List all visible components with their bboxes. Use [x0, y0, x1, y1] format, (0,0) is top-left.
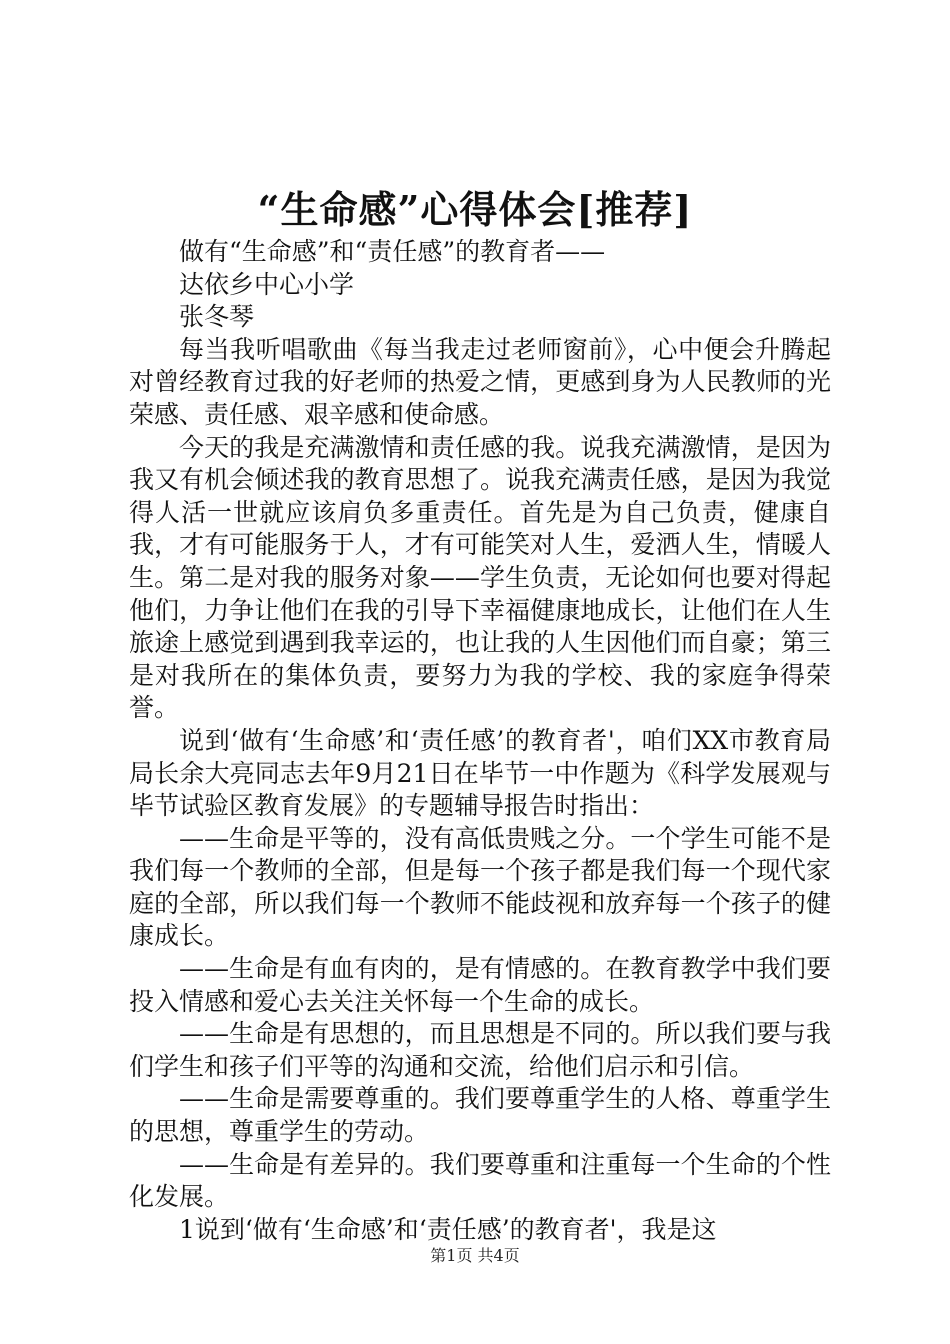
- school-line: 达依乡中心小学: [179, 269, 355, 299]
- paragraph: ——生命是有思想的，而且思想是不同的。所以我们要与我们学生和孩子们平等的沟通和交流，给他们启示和引信。: [129, 1019, 831, 1081]
- paragraph: ——生命是需要尊重的。我们要尊重学生的人格、尊重学生的思想，尊重学生的劳动。: [129, 1084, 831, 1147]
- paragraph: 每当我听唱歌曲《每当我走过老师窗前》，心中便会升腾起对曾经教育过我的好老师的热爱之情，更感到身为人民教师的光荣感、责任感、艰辛感和使命感。: [129, 334, 831, 429]
- document-title: “生命感”心得体会[推荐]: [257, 187, 693, 232]
- subtitle-line: 做有“生命感”和“责任感”的教育者——: [179, 237, 606, 266]
- paragraph: 1说到‘做有‘生命感’和‘责任感’的教育者'，我是这: [179, 1214, 717, 1244]
- paragraph: ——生命是有血有肉的，是有情感的。在教育教学中我们要投入情感和爱心去关注关怀每一个生命的成长。: [129, 954, 831, 1016]
- paragraph: ——生命是平等的，没有高低贵贱之分。一个学生可能不是我们每一个教师的全部，但是每一个孩子都是我们每一个现代家庭的全部，所以我们每一个教师不能歧视和放弃每一个孩子的健康成长。: [129, 823, 831, 951]
- paragraph: ——生命是有差异的。我们要尊重和注重每一个生命的个性化发展。: [129, 1149, 831, 1212]
- author-line: 张冬琴: [179, 302, 255, 332]
- document-body: [129, 236, 831, 1246]
- page-number-footer: 第1页 共4页: [430, 1246, 520, 1265]
- paragraph: 今天的我是充满激情和责任感的我。说我充满激情，是因为我又有机会倾述我的教育思想了。说我充满责任感，是因为我觉得人活一世就应该肩负多重责任。首先是为自己负责，健康自我，才有可能服务于人，才有可能笑对人生，爱洒人生，情暖人生。第二是对我的服务对象——学生负责，无论如何也要对得起他们，力争让他们在我的引导下幸福健康地成长，让他们在人生旅途上感觉到遇到我幸运的，也让我的人生因他们而自豪；第三是对我所在的集体负责，要努力为我的学校、我的家庭争得荣誉。: [129, 432, 831, 723]
- paragraph: 说到‘做有‘生命感’和‘责任感’的教育者'，咱们XX市教育局局长余大亮同志去年9月21日在毕节一中作题为《科学发展观与毕节试验区教育发展》的专题辅导报告时指出：: [129, 725, 831, 821]
